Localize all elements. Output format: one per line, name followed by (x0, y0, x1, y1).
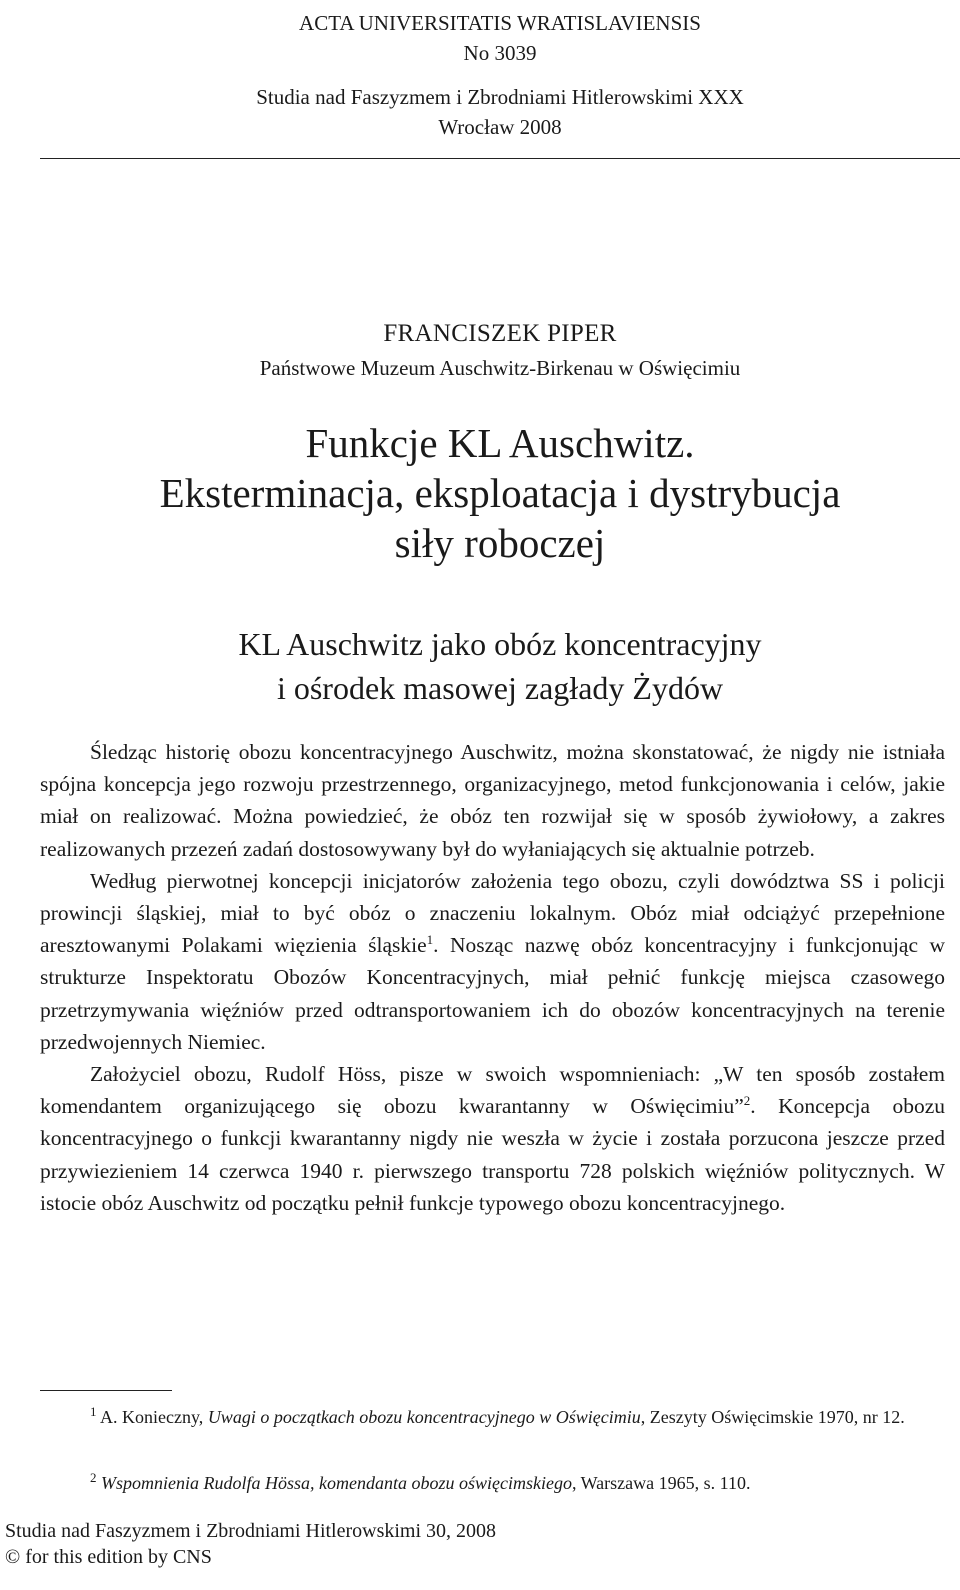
footnote-1-title: Uwagi o początkach obozu koncentracyjnego w Oświęcimiu (207, 1407, 641, 1427)
footnote-ref-2[interactable]: 2 (743, 1093, 751, 1109)
paragraph-2-text-b: . Nosząc nazwę obóz koncentracyjny i funkcjonując w strukturze Inspektoratu Obozów Koncentracyjnych, miał pełnić funkcję miejsca czasowego przetrzymywania więźniów przed odtransportowaniem ich do obozów koncentracyjnych na terenie przedwojennych Niemiec. (40, 933, 945, 1054)
journal-number: No 3039 (463, 41, 537, 65)
copyright-footer (5, 1518, 496, 1570)
paragraph-2-text-a: Według pierwotnej koncepcji inicjatorów założenia tego obozu, czyli dowództwa SS i policji prowincji śląskiej, miał to być obóz o znaczeniu lokalnym. Obóz miał odciążyć przepełnione aresztowanymi Polakami więzienia śląskie (40, 868, 945, 958)
paragraph-3-text-a: Założyciel obozu, Rudolf Höss, pisze w swoich wspomnieniach: „W ten sposób zostałem komendantem organizującego się obozu kwarantanny w Oświęcimiu” (40, 1062, 945, 1119)
place-year: Wrocław 2008 (438, 115, 562, 139)
paragraph-3-text-b: . Koncepcja obozu koncentracyjnego o funkcji kwarantanny nigdy nie weszła w życie i została porzucona jeszcze przed przywiezieniem 14 czerwca 1940 r. pierwszego transportu 728 polskich więźniów politycznych. W istocie obóz Auschwitz od początku pełnił funkcje typowego obozu koncentracyjnego. (40, 1094, 945, 1215)
footnote-2 (40, 1470, 945, 1497)
footnote-2-number: 2 (90, 1470, 97, 1485)
article-title (40, 418, 960, 568)
footnote-1-source: , Zeszyty Oświęcimskie 1970, nr 12. (640, 1407, 905, 1427)
footnote-rule (40, 1390, 172, 1391)
title-line-1: Funkcje KL Auschwitz. (305, 420, 695, 466)
footnote-1-number: 1 (90, 1404, 97, 1419)
body-text (40, 736, 945, 1219)
footnote-1 (40, 1404, 945, 1431)
journal-header (40, 8, 960, 142)
author-name: FRANCISZEK PIPER (383, 320, 617, 347)
footnote-2-source: , Warszawa 1965, s. 110. (571, 1473, 751, 1493)
section-line-2: i ośrodek masowej zagłady Żydów (276, 670, 724, 706)
footer-line-1: Studia nad Faszyzmem i Zbrodniami Hitlerowskimi 30, 2008 (5, 1520, 497, 1542)
paragraph-3 (40, 1058, 945, 1219)
section-line-1: KL Auschwitz jako obóz koncentracyjny (238, 626, 762, 662)
series-title: Studia nad Faszyzmem i Zbrodniami Hitlerowskimi XXX (256, 85, 744, 109)
footnote-ref-1[interactable]: 1 (426, 932, 434, 948)
section-heading (40, 622, 960, 710)
footnote-2-title: Wspomnienia Rudolfa Hössa, komendanta obozu oświęcimskiego (101, 1473, 572, 1493)
author-affiliation: Państwowe Muzeum Auschwitz-Birkenau w Oświęcimiu (259, 356, 741, 380)
journal-name: ACTA UNIVERSITATIS WRATISLAVIENSIS (299, 11, 701, 35)
title-line-2: Eksterminacja, eksploatacja i dystrybucja (159, 470, 841, 516)
footnote-1-author: A. Konieczny, (96, 1407, 208, 1427)
title-line-3: siły roboczej (394, 520, 606, 566)
footer-line-2: © for this edition by CNS (5, 1546, 212, 1568)
paragraph-1: Śledząc historię obozu koncentracyjnego Auschwitz, można skonstatować, że nigdy nie istniała spójna koncepcja jego rozwoju przestrzennego, organizacyjnego, metod funkcjonowania i celów, jakie miał on realizować. Można powiedzieć, że obóz ten rozwijał się w sposób żywiołowy, a zakres realizowanych przezeń zadań dostosowywany był do wyłaniających się aktualnie potrzeb. (40, 740, 945, 861)
paragraph-2 (40, 865, 945, 1058)
header-rule (40, 158, 960, 159)
